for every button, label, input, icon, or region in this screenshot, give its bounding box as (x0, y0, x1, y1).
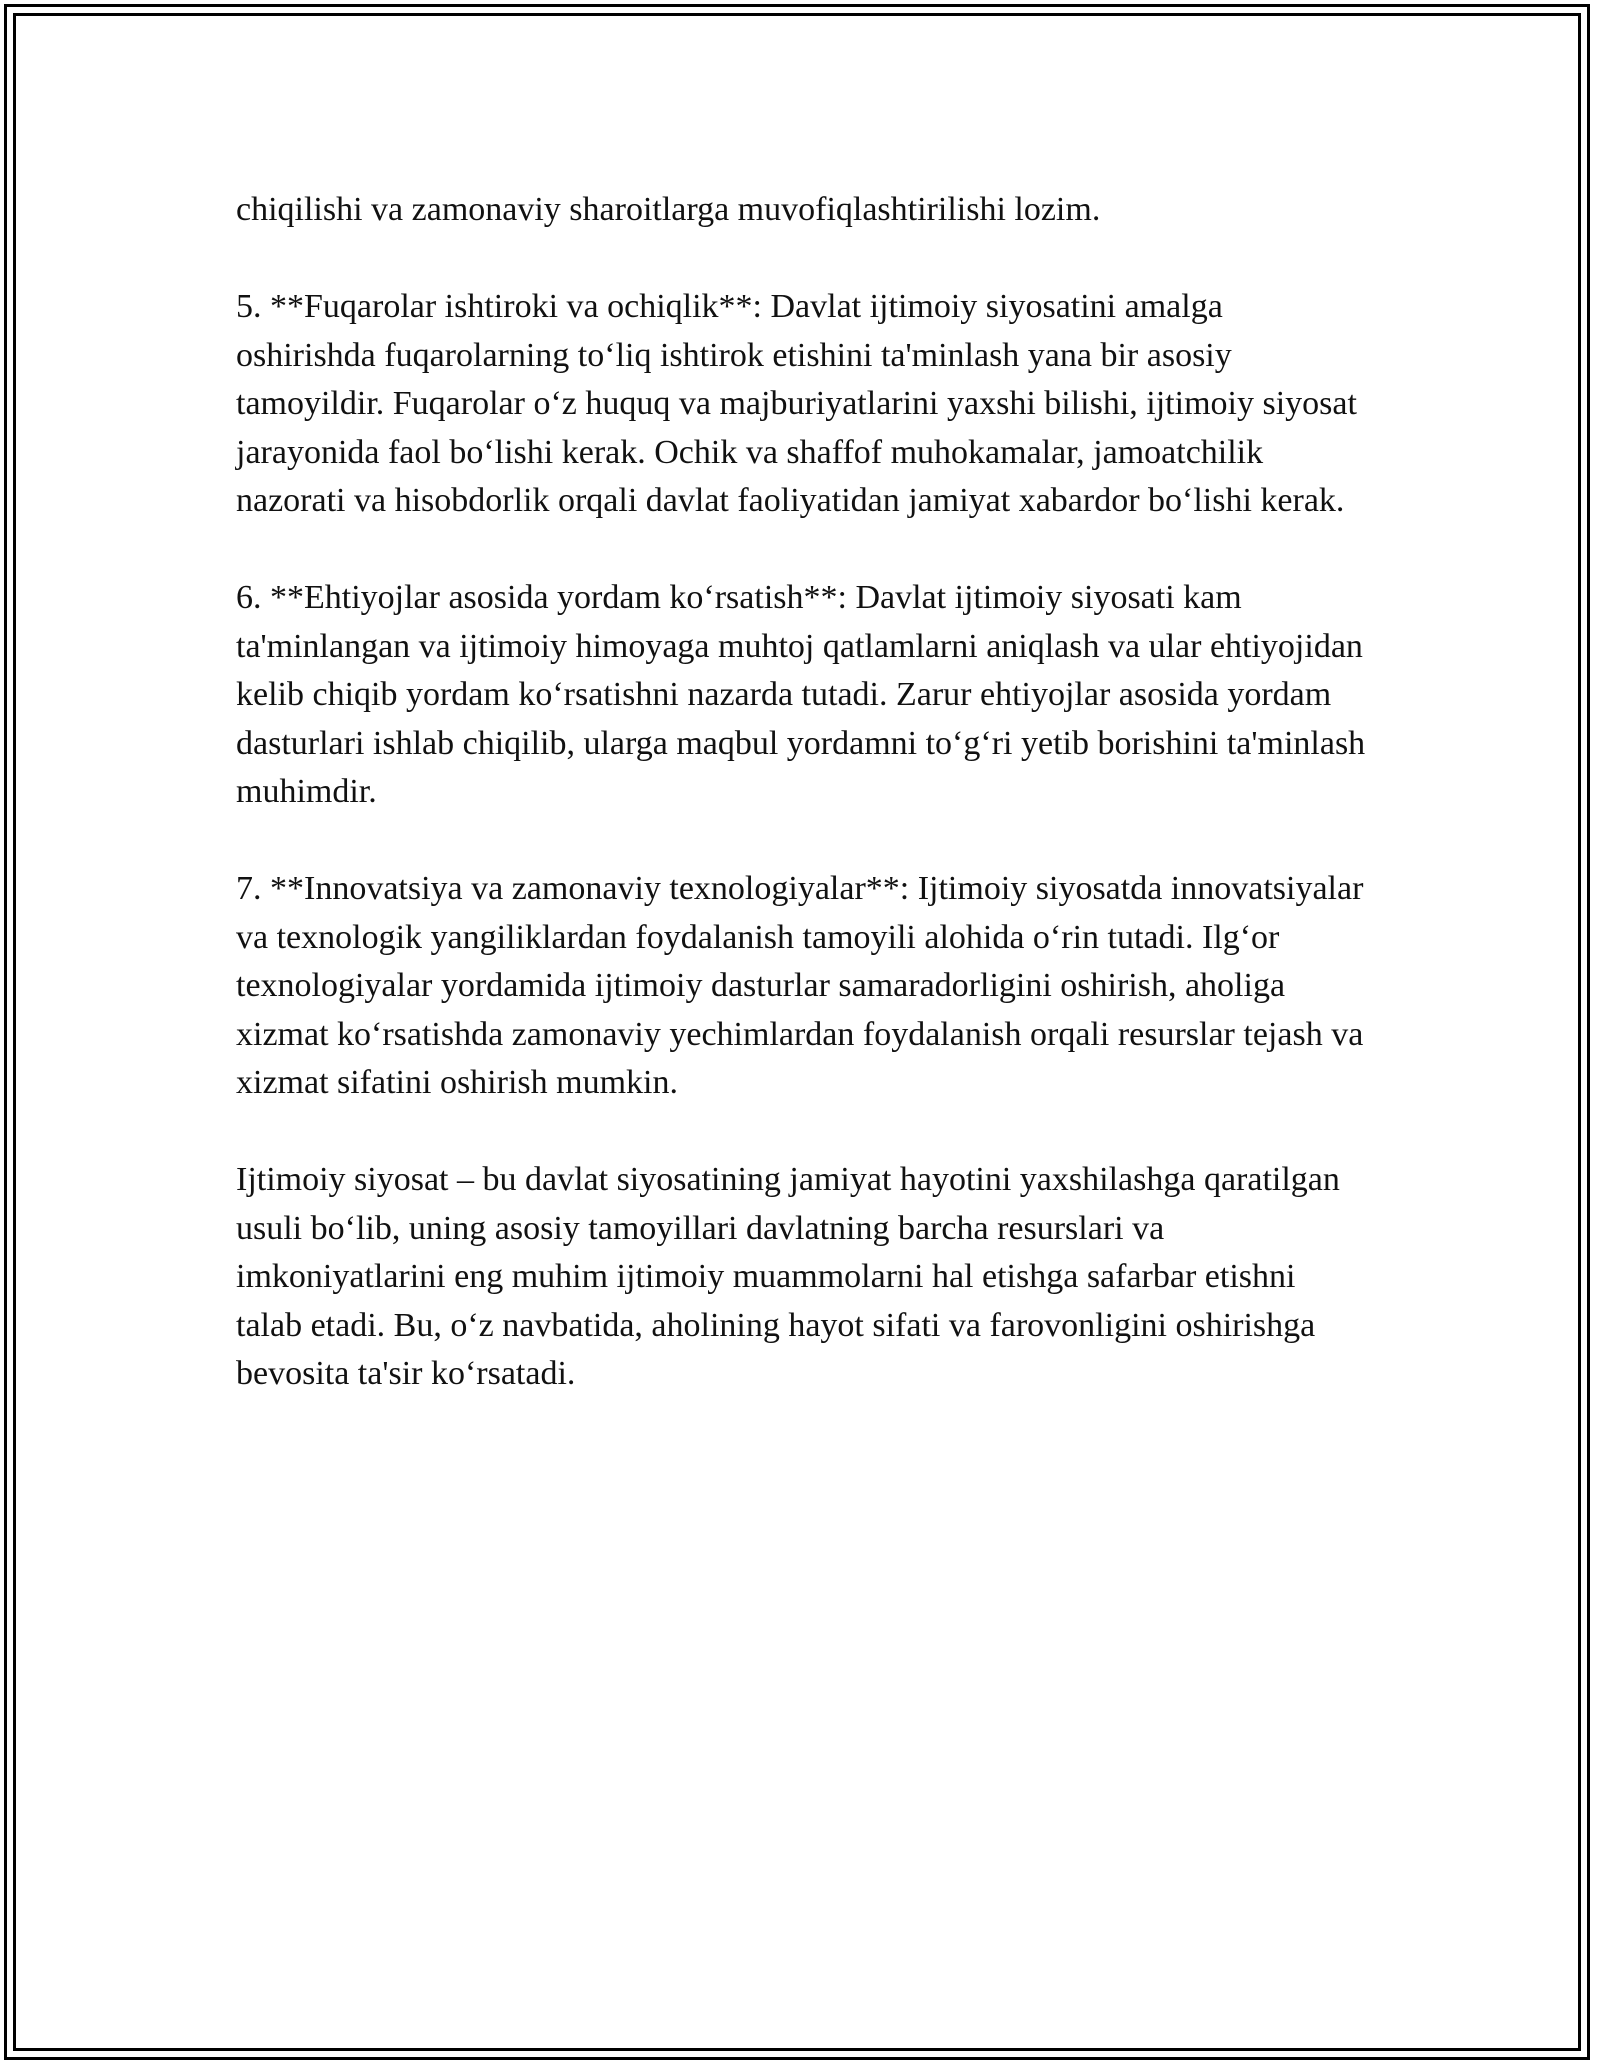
paragraph-item-7: 7. **Innovatsiya va zamonaviy texnologiyalar**: Ijtimoiy siyosatda innovatsiyalar va texnologik yangiliklardan foydalanish tamoyili alohida o‘rin tutadi. Ilg‘or texnologiyalar yordamida ijtimoiy dasturlar samaradorligini oshirish, aholiga xizmat ko‘rsatishda zamonaviy yechimlardan foydalanish orqali resurslar tejash va xizmat sifatini oshirish mumkin. (236, 870, 1364, 1101)
paragraph-conclusion: Ijtimoiy siyosat – bu davlat siyosatining jamiyat hayotini yaxshilashga qaratilgan usuli bo‘lib, uning asosiy tamoyillari davlatning barcha resurslari va imkoniyatlarini eng muhim ijtimoiy muammolarni hal etishga safarbar etishni talab etadi. Bu, o‘z navbatida, aholining hayot sifati va farovonligini oshirishga bevosita ta'sir ko‘rsatadi. (236, 1161, 1340, 1392)
paragraph-continuation: chiqilishi va zamonaviy sharoitlarga muvofiqlashtirilishi lozim. (236, 191, 1101, 228)
document-body (236, 186, 1366, 1447)
paragraph-item-6: 6. **Ehtiyojlar asosida yordam ko‘rsatish**: Davlat ijtimoiy siyosati kam ta'minlangan va ijtimoiy himoyaga muhtoj qatlamlarni aniqlash va ular ehtiyojidan kelib chiqib yordam ko‘rsatishni nazarda tutadi. Zarur ehtiyojlar asosida yordam dasturlari ishlab chiqilib, ularga maqbul yordamni to‘g‘ri yetib borishini ta'minlash muhimdir. (236, 579, 1366, 810)
paragraph-item-5: 5. **Fuqarolar ishtiroki va ochiqlik**: Davlat ijtimoiy siyosatini amalga oshirishda fuqarolarning to‘liq ishtirok etishini ta'minlash yana bir asosiy tamoyildir. Fuqarolar o‘z huquq va majburiyatlarini yaxshi bilishi, ijtimoiy siyosat jarayonida faol bo‘lishi kerak. Ochik va shaffof muhokamalar, jamoatchilik nazorati va hisobdorlik orqali davlat faoliyatidan jamiyat xabardor bo‘lishi kerak. (236, 288, 1357, 519)
